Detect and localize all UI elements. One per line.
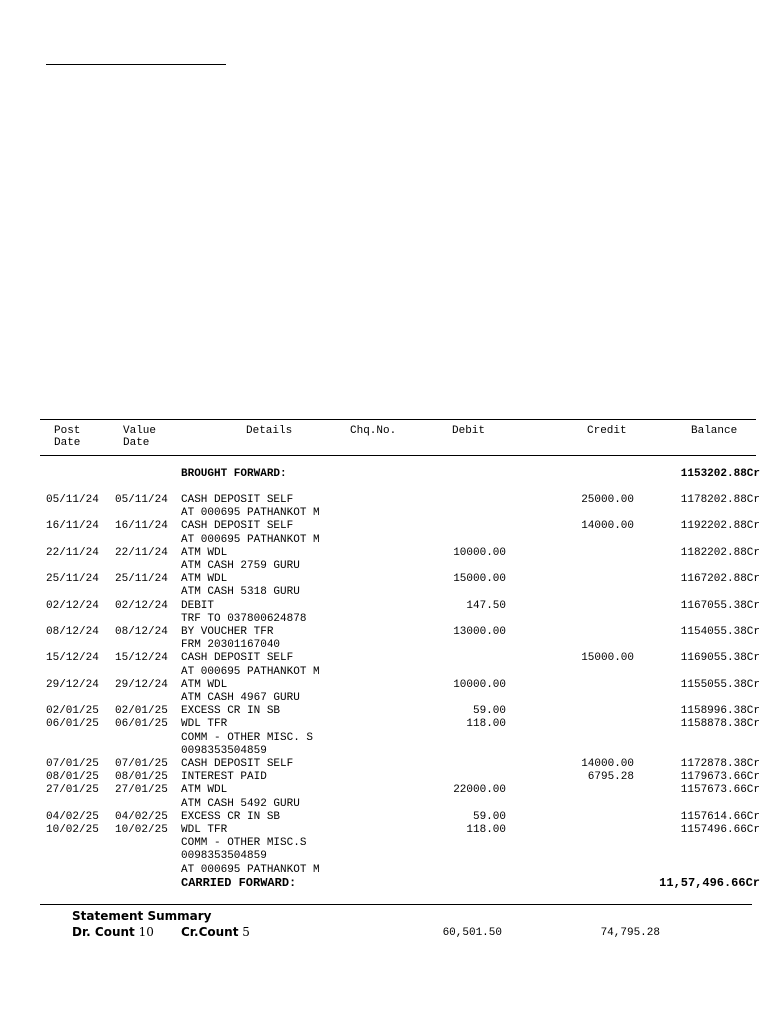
balance-amount: 1172878.38Cr: [680, 758, 760, 770]
table-header-bottom-rule: [40, 455, 756, 456]
value-date: 22/11/24: [115, 546, 168, 559]
details-line: BY VOUCHER TFR: [181, 626, 274, 638]
post-date: 16/11/24: [46, 520, 99, 533]
post-date: 22/11/24: [46, 546, 99, 559]
details-line: 0098353504859: [181, 744, 267, 757]
details-line: ATM WDL: [181, 546, 228, 559]
post-date: 27/01/25: [46, 784, 99, 797]
debit-amount: 13000.00: [453, 626, 506, 638]
details-line: WDL TFR: [181, 824, 228, 836]
balance-amount: 1167055.38Cr: [680, 599, 760, 612]
details-line: EXCESS CR IN SB: [181, 810, 281, 823]
credit-amount: 15000.00: [581, 652, 634, 665]
details-line: COMM - OTHER MISC.S: [181, 837, 307, 850]
summary-title: Statement Summary: [72, 909, 212, 923]
post-date: 08/01/25: [46, 771, 99, 784]
details-line: COMM - OTHER MISC. S: [181, 731, 314, 744]
value-date: 08/01/25: [115, 771, 168, 784]
debit-amount: 147.50: [466, 599, 506, 612]
header-chq-no: Chq.No.: [350, 425, 397, 437]
debit-amount: 118.00: [466, 824, 506, 836]
details-line: ATM CASH 5492 GURU: [181, 797, 300, 810]
details-line: AT 000695 PATHANKOT M: [181, 665, 320, 678]
carried-forward-label: CARRIED FORWARD:: [181, 876, 297, 890]
summary-rule: [40, 904, 752, 905]
balance-amount: 1155055.38Cr: [680, 678, 760, 691]
brought-forward-balance: 1153202.88Cr: [680, 468, 760, 480]
details-line: ATM CASH 4967 GURU: [181, 692, 300, 704]
summary-total-credit: 74,795.28: [600, 927, 660, 939]
table-header-top-rule: [40, 419, 756, 420]
debit-amount: 59.00: [472, 705, 506, 718]
debit-amount: 10000.00: [453, 546, 506, 559]
header-debit: Debit: [452, 425, 486, 437]
details-line: EXCESS CR IN SB: [181, 705, 281, 718]
value-date: 05/11/24: [115, 494, 168, 506]
balance-amount: 1157614.66Cr: [680, 810, 760, 823]
post-date: 25/11/24: [46, 573, 99, 586]
value-date: 02/01/25: [115, 705, 168, 718]
details-line: CASH DEPOSIT SELF: [181, 652, 294, 665]
balance-amount: 1192202.88Cr: [680, 520, 760, 533]
post-date: 07/01/25: [46, 758, 99, 770]
details-line: ATM CASH 5318 GURU: [181, 586, 300, 599]
details-line: CASH DEPOSIT SELF: [181, 758, 294, 770]
value-date: 08/12/24: [115, 626, 168, 638]
details-line: AT 000695 PATHANKOT M: [181, 507, 320, 520]
post-date: 05/11/24: [46, 494, 99, 506]
details-line: FRM 20301167040: [181, 639, 281, 652]
post-date: 06/01/25: [46, 718, 99, 731]
balance-amount: 1178202.88Cr: [680, 494, 760, 506]
details-line: CASH DEPOSIT SELF: [181, 520, 294, 533]
details-line: ATM WDL: [181, 573, 228, 586]
brought-forward-label: BROUGHT FORWARD:: [181, 468, 287, 480]
debit-amount: 118.00: [466, 718, 506, 731]
value-date: 27/01/25: [115, 784, 168, 797]
value-date: 10/02/25: [115, 824, 168, 836]
details-line: ATM WDL: [181, 784, 228, 797]
debit-amount: 10000.00: [453, 678, 506, 691]
post-date: 02/01/25: [46, 705, 99, 718]
header-value-date: Value Date: [123, 425, 157, 449]
post-date: 04/02/25: [46, 810, 99, 823]
top-rule: [46, 64, 226, 65]
carried-forward-balance: 11,57,496.66Cr: [659, 876, 760, 890]
credit-amount: 25000.00: [581, 494, 634, 506]
balance-amount: 1179673.66Cr: [680, 771, 760, 784]
details-line: AT 000695 PATHANKOT M: [181, 533, 320, 546]
credit-amount: 14000.00: [581, 758, 634, 770]
balance-amount: 1158996.38Cr: [680, 705, 760, 718]
balance-amount: 1154055.38Cr: [680, 626, 760, 638]
summary-dr-count: Dr. Count 10: [72, 925, 154, 939]
header-balance: Balance: [691, 425, 738, 437]
balance-amount: 1167202.88Cr: [680, 573, 760, 586]
value-date: 16/11/24: [115, 520, 168, 533]
post-date: 02/12/24: [46, 599, 99, 612]
post-date: 15/12/24: [46, 652, 99, 665]
balance-amount: 1157673.66Cr: [680, 784, 760, 797]
balance-amount: 1182202.88Cr: [680, 546, 760, 559]
debit-amount: 22000.00: [453, 784, 506, 797]
value-date: 04/02/25: [115, 810, 168, 823]
value-date: 07/01/25: [115, 758, 168, 770]
post-date: 29/12/24: [46, 678, 99, 691]
debit-amount: 59.00: [472, 810, 506, 823]
credit-amount: 6795.28: [587, 771, 634, 784]
header-credit: Credit: [587, 425, 627, 437]
details-line: 0098353504859: [181, 850, 267, 863]
value-date: 25/11/24: [115, 573, 168, 586]
details-line: DEBIT: [181, 599, 215, 612]
value-date: 29/12/24: [115, 678, 168, 691]
balance-amount: 1169055.38Cr: [680, 652, 760, 665]
post-date: 10/02/25: [46, 824, 99, 836]
credit-amount: 14000.00: [581, 520, 634, 533]
header-details: Details: [246, 425, 293, 437]
value-date: 06/01/25: [115, 718, 168, 731]
summary-cr-count: Cr.Count 5: [181, 925, 250, 939]
balance-amount: 1158878.38Cr: [680, 718, 760, 731]
details-line: INTEREST PAID: [181, 771, 267, 784]
details-line: AT 000695 PATHANKOT M: [181, 863, 320, 876]
post-date: 08/12/24: [46, 626, 99, 638]
value-date: 15/12/24: [115, 652, 168, 665]
summary-total-debit: 60,501.50: [442, 927, 502, 939]
details-line: TRF TO 037800624878: [181, 612, 307, 625]
details-line: ATM CASH 2759 GURU: [181, 560, 300, 572]
details-line: WDL TFR: [181, 718, 228, 731]
balance-amount: 1157496.66Cr: [680, 824, 760, 836]
debit-amount: 15000.00: [453, 573, 506, 586]
header-post-date: Post Date: [54, 425, 81, 449]
details-line: CASH DEPOSIT SELF: [181, 494, 294, 506]
details-line: ATM WDL: [181, 678, 228, 691]
value-date: 02/12/24: [115, 599, 168, 612]
